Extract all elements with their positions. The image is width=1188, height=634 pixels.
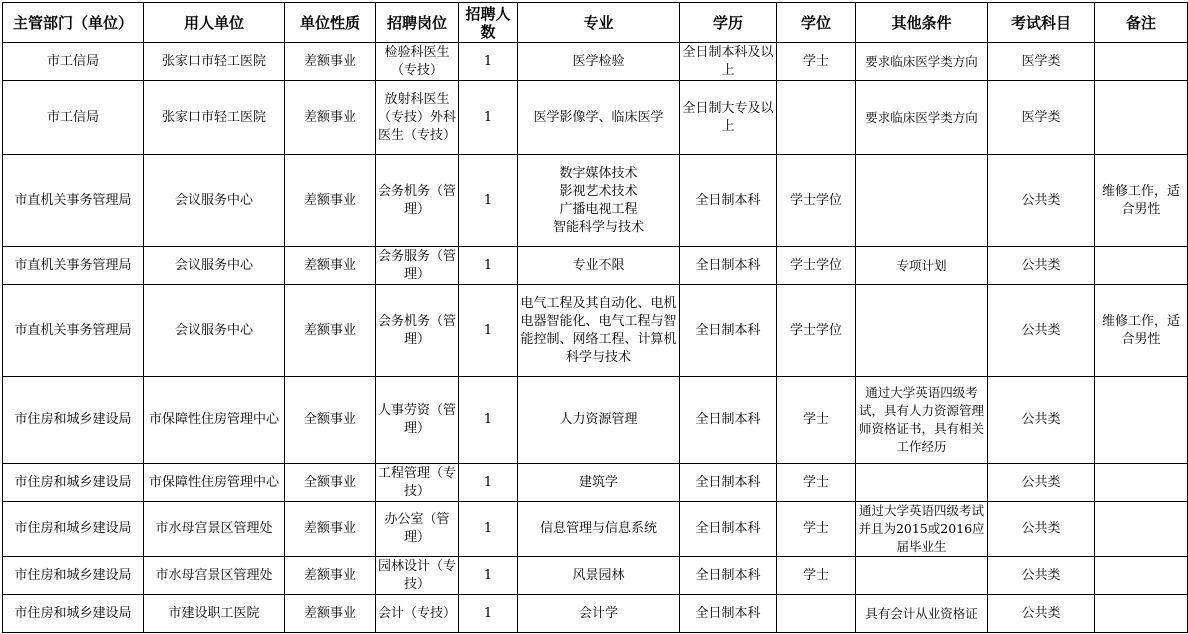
cell-nature: 差额事业 bbox=[285, 595, 376, 633]
cell-nature: 差额事业 bbox=[285, 247, 376, 285]
header-education: 学历 bbox=[680, 3, 777, 43]
cell-education: 全日制大专及以上 bbox=[680, 81, 777, 155]
cell-employer: 市水母宫景区管理处 bbox=[144, 502, 285, 557]
cell-major: 会计学 bbox=[518, 595, 680, 633]
cell-exam: 医学类 bbox=[988, 43, 1095, 81]
cell-count: 1 bbox=[459, 502, 518, 557]
cell-education: 全日制本科 bbox=[680, 595, 777, 633]
cell-degree: 学士 bbox=[777, 502, 856, 557]
cell-position: 工程管理（专技） bbox=[376, 464, 459, 502]
header-remark: 备注 bbox=[1095, 3, 1188, 43]
cell-remark bbox=[1095, 464, 1188, 502]
cell-exam: 公共类 bbox=[988, 377, 1095, 464]
cell-degree: 学士学位 bbox=[777, 155, 856, 247]
cell-exam: 医学类 bbox=[988, 81, 1095, 155]
cell-dept: 市直机关事务管理局 bbox=[3, 285, 144, 377]
cell-nature: 差额事业 bbox=[285, 81, 376, 155]
header-major: 专业 bbox=[518, 3, 680, 43]
cell-remark bbox=[1095, 247, 1188, 285]
cell-exam: 公共类 bbox=[988, 247, 1095, 285]
table-row bbox=[3, 464, 1188, 502]
cell-nature: 全额事业 bbox=[285, 464, 376, 502]
table-body bbox=[3, 43, 1188, 633]
cell-nature: 差额事业 bbox=[285, 502, 376, 557]
cell-education: 全日制本科 bbox=[680, 155, 777, 247]
cell-other: 通过大学英语四级考试，具有人力资源管理师资格证书，具有相关工作经历 bbox=[856, 377, 988, 464]
cell-other bbox=[856, 464, 988, 502]
cell-major: 电气工程及其自动化、电机电器智能化、电气工程与智能控制、网络工程、计算机科学与技术 bbox=[518, 285, 680, 377]
cell-other: 要求临床医学类方向 bbox=[856, 81, 988, 155]
cell-nature: 差额事业 bbox=[285, 285, 376, 377]
cell-employer: 会议服务中心 bbox=[144, 247, 285, 285]
cell-major: 人力资源管理 bbox=[518, 377, 680, 464]
cell-employer: 市水母宫景区管理处 bbox=[144, 557, 285, 595]
cell-dept: 市工信局 bbox=[3, 43, 144, 81]
header-employer: 用人单位 bbox=[144, 3, 285, 43]
cell-count: 1 bbox=[459, 155, 518, 247]
cell-remark bbox=[1095, 502, 1188, 557]
cell-employer: 会议服务中心 bbox=[144, 285, 285, 377]
header-count: 招聘人数 bbox=[459, 3, 518, 43]
cell-exam: 公共类 bbox=[988, 557, 1095, 595]
cell-dept: 市住房和城乡建设局 bbox=[3, 464, 144, 502]
cell-dept: 市住房和城乡建设局 bbox=[3, 377, 144, 464]
cell-employer: 市保障性住房管理中心 bbox=[144, 464, 285, 502]
cell-other: 专项计划 bbox=[856, 247, 988, 285]
cell-nature: 差额事业 bbox=[285, 155, 376, 247]
cell-degree bbox=[777, 81, 856, 155]
cell-nature: 差额事业 bbox=[285, 557, 376, 595]
cell-education: 全日制本科 bbox=[680, 502, 777, 557]
cell-employer: 会议服务中心 bbox=[144, 155, 285, 247]
cell-position: 放射科医生（专技）外科医生（专技） bbox=[376, 81, 459, 155]
cell-exam: 公共类 bbox=[988, 285, 1095, 377]
cell-count: 1 bbox=[459, 464, 518, 502]
cell-major: 风景园林 bbox=[518, 557, 680, 595]
table-row bbox=[3, 285, 1188, 377]
cell-position: 园林设计（专技） bbox=[376, 557, 459, 595]
cell-education: 全日制本科 bbox=[680, 464, 777, 502]
header-dept: 主管部门（单位） bbox=[3, 3, 144, 43]
cell-other: 要求临床医学类方向 bbox=[856, 43, 988, 81]
cell-degree: 学士 bbox=[777, 377, 856, 464]
cell-remark: 维修工作，适合男性 bbox=[1095, 285, 1188, 377]
cell-major: 医学影像学、临床医学 bbox=[518, 81, 680, 155]
cell-position: 人事劳资（管理） bbox=[376, 377, 459, 464]
cell-remark bbox=[1095, 595, 1188, 633]
cell-nature: 差额事业 bbox=[285, 43, 376, 81]
header-exam: 考试科目 bbox=[988, 3, 1095, 43]
cell-employer: 市建设职工医院 bbox=[144, 595, 285, 633]
cell-position: 会务服务（管理） bbox=[376, 247, 459, 285]
cell-position: 会务机务（管理） bbox=[376, 155, 459, 247]
cell-employer: 张家口市轻工医院 bbox=[144, 81, 285, 155]
cell-count: 1 bbox=[459, 247, 518, 285]
cell-employer: 张家口市轻工医院 bbox=[144, 43, 285, 81]
table-row bbox=[3, 377, 1188, 464]
table-row bbox=[3, 43, 1188, 81]
cell-count: 1 bbox=[459, 595, 518, 633]
cell-nature: 全额事业 bbox=[285, 377, 376, 464]
cell-education: 全日制本科 bbox=[680, 377, 777, 464]
cell-other: 具有会计从业资格证 bbox=[856, 595, 988, 633]
cell-remark bbox=[1095, 377, 1188, 464]
cell-dept: 市工信局 bbox=[3, 81, 144, 155]
cell-major: 医学检验 bbox=[518, 43, 680, 81]
cell-count: 1 bbox=[459, 377, 518, 464]
header-row bbox=[3, 3, 1188, 43]
cell-exam: 公共类 bbox=[988, 464, 1095, 502]
cell-count: 1 bbox=[459, 285, 518, 377]
table-row bbox=[3, 557, 1188, 595]
cell-count: 1 bbox=[459, 43, 518, 81]
cell-major: 信息管理与信息系统 bbox=[518, 502, 680, 557]
cell-degree: 学士 bbox=[777, 464, 856, 502]
cell-major: 数字媒体技术 影视艺术技术 广播电视工程 智能科学与技术 bbox=[518, 155, 680, 247]
table-row bbox=[3, 247, 1188, 285]
cell-dept: 市直机关事务管理局 bbox=[3, 247, 144, 285]
table-row bbox=[3, 595, 1188, 633]
cell-position: 办公室（管理） bbox=[376, 502, 459, 557]
cell-position: 检验科医生（专技） bbox=[376, 43, 459, 81]
cell-employer: 市保障性住房管理中心 bbox=[144, 377, 285, 464]
cell-degree bbox=[777, 595, 856, 633]
cell-major: 专业不限 bbox=[518, 247, 680, 285]
cell-dept: 市住房和城乡建设局 bbox=[3, 557, 144, 595]
cell-degree: 学士 bbox=[777, 43, 856, 81]
cell-dept: 市住房和城乡建设局 bbox=[3, 502, 144, 557]
table-row bbox=[3, 81, 1188, 155]
table-row bbox=[3, 155, 1188, 247]
cell-other: 通过大学英语四级考试并且为2015或2016应届毕业生 bbox=[856, 502, 988, 557]
cell-dept: 市直机关事务管理局 bbox=[3, 155, 144, 247]
cell-degree: 学士学位 bbox=[777, 285, 856, 377]
cell-exam: 公共类 bbox=[988, 155, 1095, 247]
header-other: 其他条件 bbox=[856, 3, 988, 43]
cell-other bbox=[856, 285, 988, 377]
cell-remark bbox=[1095, 43, 1188, 81]
table-row bbox=[3, 502, 1188, 557]
cell-exam: 公共类 bbox=[988, 595, 1095, 633]
cell-remark bbox=[1095, 557, 1188, 595]
cell-degree: 学士 bbox=[777, 557, 856, 595]
cell-education: 全日制本科 bbox=[680, 285, 777, 377]
cell-position: 会务机务（管理） bbox=[376, 285, 459, 377]
cell-dept: 市住房和城乡建设局 bbox=[3, 595, 144, 633]
cell-major: 建筑学 bbox=[518, 464, 680, 502]
cell-other bbox=[856, 557, 988, 595]
cell-position: 会计（专技） bbox=[376, 595, 459, 633]
recruitment-table bbox=[2, 2, 1188, 633]
cell-degree: 学士学位 bbox=[777, 247, 856, 285]
cell-remark bbox=[1095, 81, 1188, 155]
cell-education: 全日制本科及以上 bbox=[680, 43, 777, 81]
header-position: 招聘岗位 bbox=[376, 3, 459, 43]
cell-other bbox=[856, 155, 988, 247]
header-nature: 单位性质 bbox=[285, 3, 376, 43]
cell-exam: 公共类 bbox=[988, 502, 1095, 557]
cell-remark: 维修工作，适合男性 bbox=[1095, 155, 1188, 247]
cell-education: 全日制本科 bbox=[680, 557, 777, 595]
header-degree: 学位 bbox=[777, 3, 856, 43]
cell-count: 1 bbox=[459, 81, 518, 155]
cell-education: 全日制本科 bbox=[680, 247, 777, 285]
cell-count: 1 bbox=[459, 557, 518, 595]
